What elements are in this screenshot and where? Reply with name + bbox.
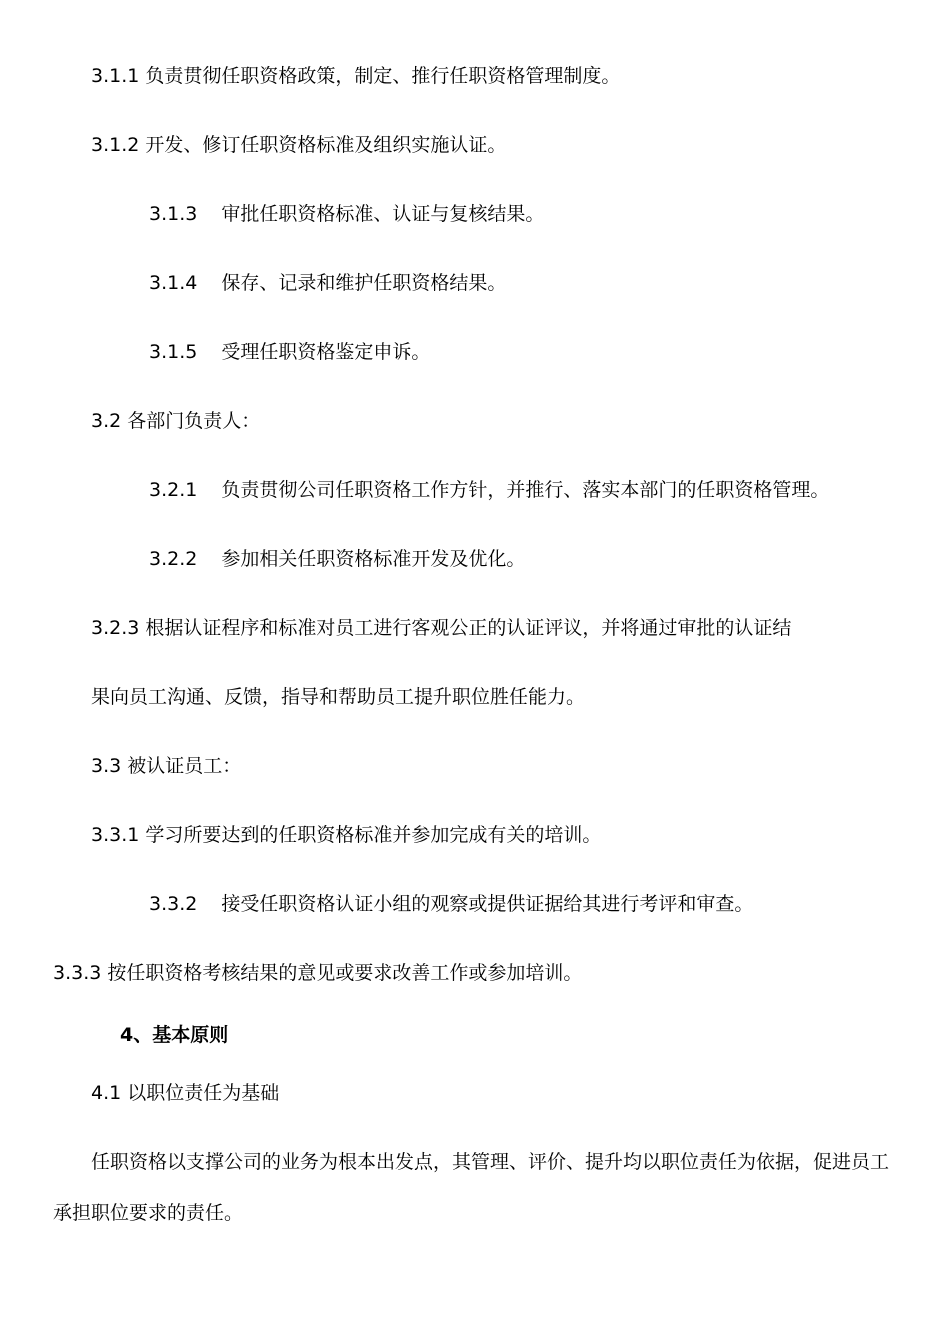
paragraph-3-1-2: [91, 133, 506, 157]
paragraph-3-2-2: [149, 547, 525, 571]
paragraph-3-1-5: [149, 340, 430, 364]
item-text: 各部门负责人：: [127, 410, 261, 432]
item-text: 保存、记录和维护任职资格结果。: [221, 272, 507, 294]
paragraph-3-3-1: [91, 823, 601, 847]
subsection-4-1: [91, 1081, 279, 1105]
item-number: 3.3.3: [53, 962, 102, 984]
item-number: 3.1.3: [149, 203, 198, 225]
section-4-heading: 4、基本原则: [120, 1024, 229, 1046]
item-text: 按任职资格考核结果的意见或要求改善工作或参加培训。: [107, 962, 583, 984]
item-number: 3.3: [91, 755, 122, 777]
paragraph-3-2-1: [149, 478, 829, 502]
item-text: 受理任职资格鉴定申诉。: [221, 341, 431, 363]
paragraph-3-3: [91, 754, 241, 778]
paragraph-3-1-4: [149, 271, 506, 295]
paragraph-3-1-3: [149, 202, 544, 226]
section-4-body-line-2: 承担职位要求的责任。: [53, 1202, 244, 1224]
item-text: 被认证员工：: [127, 755, 242, 777]
paragraph-3-2: [91, 409, 260, 433]
paragraph-3-1-1: [91, 64, 620, 88]
item-number: 3.1.1: [91, 65, 140, 87]
item-number: 3.1.2: [91, 134, 140, 156]
item-text: 审批任职资格标准、认证与复核结果。: [221, 203, 545, 225]
item-text: 开发、修订任职资格标准及组织实施认证。: [145, 134, 507, 156]
item-text: 根据认证程序和标准对员工进行客观公正的认证评议，并将通过审批的认证结: [145, 617, 792, 639]
item-text: 以职位责任为基础: [127, 1082, 280, 1104]
item-number: 3.1.5: [149, 341, 198, 363]
item-number: 3.2.2: [149, 548, 198, 570]
item-number: 4.1: [91, 1082, 122, 1104]
item-text: 果向员工沟通、反馈，指导和帮助员工提升职位胜任能力。: [91, 686, 586, 708]
item-number: 3.2: [91, 410, 122, 432]
paragraph-3-3-2: [149, 892, 753, 916]
item-number: 3.3.1: [91, 824, 140, 846]
item-text: 学习所要达到的任职资格标准并参加完成有关的培训。: [145, 824, 602, 846]
paragraph-3-2-3: [91, 616, 791, 640]
item-number: 3.3.2: [149, 893, 198, 915]
item-text: 负责贯彻公司任职资格工作方针，并推行、落实本部门的任职资格管理。: [221, 479, 830, 501]
item-number: 3.2.1: [149, 479, 198, 501]
item-number: 3.2.3: [91, 617, 140, 639]
section-4-body-line-1: 任职资格以支撑公司的业务为根本出发点，其管理、评价、提升均以职位责任为依据，促进员工: [91, 1151, 890, 1173]
paragraph-3-2-3-continued: [91, 685, 585, 709]
item-text: 参加相关任职资格标准开发及优化。: [221, 548, 526, 570]
item-text: 接受任职资格认证小组的观察或提供证据给其进行考评和审查。: [221, 893, 754, 915]
item-text: 负责贯彻任职资格政策，制定、推行任职资格管理制度。: [145, 65, 621, 87]
paragraph-3-3-3: [53, 961, 582, 985]
item-number: 3.1.4: [149, 272, 198, 294]
